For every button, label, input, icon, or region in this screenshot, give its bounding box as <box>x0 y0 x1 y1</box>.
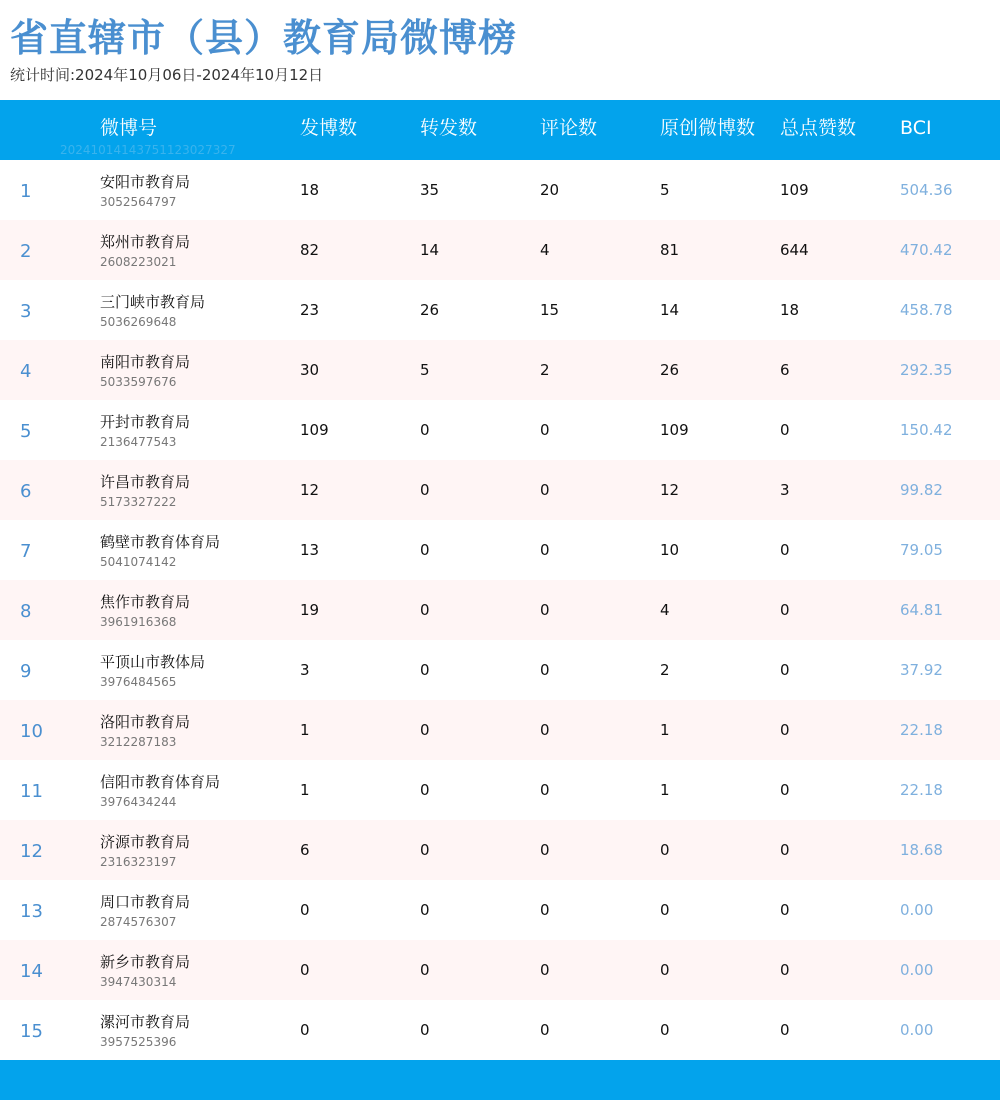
account-name: 平顶山市教体局 <box>100 653 206 671</box>
original-posts-count: 0 <box>660 901 670 919</box>
original-posts-count: 2 <box>660 661 670 679</box>
account-name: 漯河市教育局 <box>100 1013 191 1031</box>
original-posts-count: 0 <box>660 961 670 979</box>
rank-number: 1 <box>20 181 32 202</box>
bci-score: 0.00 <box>900 1021 934 1039</box>
account-id: 2316323197 <box>100 855 177 869</box>
rank-number: 8 <box>20 601 32 622</box>
original-posts-count: 81 <box>660 241 680 259</box>
comments-count: 0 <box>540 781 550 799</box>
posts-count: 18 <box>300 181 320 199</box>
table-row <box>0 160 1000 220</box>
rank-number: 3 <box>20 301 32 322</box>
account-id: 5173327222 <box>100 495 177 509</box>
likes-count: 0 <box>780 721 790 739</box>
original-posts-count: 0 <box>660 1021 670 1039</box>
rank-number: 12 <box>20 841 43 862</box>
posts-count: 82 <box>300 241 320 259</box>
reposts-count: 0 <box>420 961 430 979</box>
reposts-count: 0 <box>420 901 430 919</box>
original-posts-count: 1 <box>660 781 670 799</box>
account-id: 3976484565 <box>100 675 177 689</box>
table-row <box>0 400 1000 460</box>
posts-count: 1 <box>300 721 310 739</box>
likes-count: 0 <box>780 601 790 619</box>
comments-count: 0 <box>540 481 550 499</box>
reposts-count: 0 <box>420 481 430 499</box>
original-posts-count: 26 <box>660 361 680 379</box>
comments-count: 0 <box>540 721 550 739</box>
table-row <box>0 520 1000 580</box>
posts-count: 0 <box>300 961 310 979</box>
posts-count: 0 <box>300 1021 310 1039</box>
reposts-count: 26 <box>420 301 440 319</box>
bci-score: 64.81 <box>900 601 943 619</box>
rank-number: 6 <box>20 481 32 502</box>
account-name: 南阳市教育局 <box>100 353 191 371</box>
likes-count: 18 <box>780 301 800 319</box>
account-name: 济源市教育局 <box>100 833 191 851</box>
bci-score: 458.78 <box>900 301 953 319</box>
header-total-likes: 总点赞数 <box>780 117 857 139</box>
header-weibo-account: 微博号 <box>100 117 158 139</box>
likes-count: 644 <box>780 241 809 259</box>
account-name: 信阳市教育体育局 <box>100 773 221 791</box>
posts-count: 13 <box>300 541 320 559</box>
original-posts-count: 109 <box>660 421 689 439</box>
original-posts-count: 12 <box>660 481 680 499</box>
bci-score: 0.00 <box>900 961 934 979</box>
table-row <box>0 1000 1000 1060</box>
rank-number: 7 <box>20 541 32 562</box>
reposts-count: 5 <box>420 361 430 379</box>
original-posts-count: 4 <box>660 601 670 619</box>
ranking-table-body <box>0 160 1000 1060</box>
original-posts-count: 10 <box>660 541 680 559</box>
reposts-count: 0 <box>420 1021 430 1039</box>
comments-count: 4 <box>540 241 550 259</box>
bci-score: 150.42 <box>900 421 953 439</box>
account-name: 新乡市教育局 <box>100 953 191 971</box>
table-row <box>0 580 1000 640</box>
account-id: 3947430314 <box>100 975 177 989</box>
header-reposts: 转发数 <box>420 117 478 139</box>
rank-number: 14 <box>20 961 43 982</box>
likes-count: 0 <box>780 541 790 559</box>
comments-count: 0 <box>540 541 550 559</box>
header-comments: 评论数 <box>540 117 598 139</box>
account-name: 焦作市教育局 <box>100 593 191 611</box>
account-id: 5041074142 <box>100 555 177 569</box>
account-id: 3976434244 <box>100 795 177 809</box>
reposts-count: 35 <box>420 181 440 199</box>
posts-count: 12 <box>300 481 320 499</box>
table-row <box>0 700 1000 760</box>
account-id: 3961916368 <box>100 615 177 629</box>
reposts-count: 0 <box>420 601 430 619</box>
reposts-count: 0 <box>420 421 430 439</box>
reposts-count: 0 <box>420 721 430 739</box>
bci-score: 0.00 <box>900 901 934 919</box>
posts-count: 109 <box>300 421 329 439</box>
bci-score: 22.18 <box>900 781 943 799</box>
comments-count: 0 <box>540 421 550 439</box>
reposts-count: 0 <box>420 541 430 559</box>
rank-number: 10 <box>20 721 43 742</box>
bci-score: 292.35 <box>900 361 953 379</box>
original-posts-count: 5 <box>660 181 670 199</box>
bci-score: 504.36 <box>900 181 953 199</box>
account-name: 安阳市教育局 <box>100 173 191 191</box>
likes-count: 0 <box>780 421 790 439</box>
comments-count: 0 <box>540 601 550 619</box>
table-row <box>0 820 1000 880</box>
account-name: 三门峡市教育局 <box>100 293 206 311</box>
bci-score: 22.18 <box>900 721 943 739</box>
footer-bar <box>0 1060 1000 1100</box>
table-row <box>0 220 1000 280</box>
original-posts-count: 14 <box>660 301 680 319</box>
comments-count: 0 <box>540 1021 550 1039</box>
header-posts: 发博数 <box>300 117 358 139</box>
page-title: 省直辖市（县）教育局微博榜 <box>10 16 518 60</box>
bci-score: 470.42 <box>900 241 953 259</box>
rank-number: 9 <box>20 661 32 682</box>
account-id: 3957525396 <box>100 1035 177 1049</box>
posts-count: 1 <box>300 781 310 799</box>
account-id: 5036269648 <box>100 315 177 329</box>
table-row <box>0 460 1000 520</box>
rank-number: 2 <box>20 241 32 262</box>
table-header <box>0 100 1000 160</box>
account-name: 开封市教育局 <box>100 413 191 431</box>
reposts-count: 0 <box>420 781 430 799</box>
account-name: 郑州市教育局 <box>100 233 191 251</box>
statistics-period: 统计时间:2024年10月06日-2024年10月12日 <box>10 66 324 84</box>
likes-count: 0 <box>780 901 790 919</box>
posts-count: 23 <box>300 301 320 319</box>
table-row <box>0 280 1000 340</box>
rank-number: 11 <box>20 781 43 802</box>
table-row <box>0 340 1000 400</box>
comments-count: 0 <box>540 661 550 679</box>
likes-count: 0 <box>780 961 790 979</box>
bci-score: 37.92 <box>900 661 943 679</box>
posts-count: 6 <box>300 841 310 859</box>
posts-count: 30 <box>300 361 320 379</box>
comments-count: 0 <box>540 841 550 859</box>
bci-score: 99.82 <box>900 481 943 499</box>
reposts-count: 0 <box>420 841 430 859</box>
comments-count: 2 <box>540 361 550 379</box>
account-id: 2608223021 <box>100 255 177 269</box>
account-id: 5033597676 <box>100 375 177 389</box>
original-posts-count: 0 <box>660 841 670 859</box>
original-posts-count: 1 <box>660 721 670 739</box>
comments-count: 0 <box>540 961 550 979</box>
table-row <box>0 640 1000 700</box>
account-name: 洛阳市教育局 <box>100 713 191 731</box>
account-id: 3052564797 <box>100 195 177 209</box>
header-original-posts: 原创微博数 <box>660 117 756 139</box>
table-row <box>0 940 1000 1000</box>
rank-number: 13 <box>20 901 43 922</box>
account-name: 许昌市教育局 <box>100 473 191 491</box>
account-name: 鹤壁市教育体育局 <box>100 533 221 551</box>
comments-count: 15 <box>540 301 560 319</box>
posts-count: 3 <box>300 661 310 679</box>
header-bci: BCI <box>900 117 932 139</box>
comments-count: 20 <box>540 181 560 199</box>
likes-count: 0 <box>780 1021 790 1039</box>
likes-count: 0 <box>780 841 790 859</box>
account-name: 周口市教育局 <box>100 893 191 911</box>
rank-number: 4 <box>20 361 32 382</box>
rank-number: 5 <box>20 421 32 442</box>
posts-count: 0 <box>300 901 310 919</box>
likes-count: 109 <box>780 181 809 199</box>
account-id: 2136477543 <box>100 435 177 449</box>
bci-score: 79.05 <box>900 541 943 559</box>
likes-count: 3 <box>780 481 790 499</box>
reposts-count: 14 <box>420 241 440 259</box>
likes-count: 0 <box>780 661 790 679</box>
account-id: 2874576307 <box>100 915 177 929</box>
likes-count: 6 <box>780 361 790 379</box>
table-row <box>0 760 1000 820</box>
rank-number: 15 <box>20 1021 43 1042</box>
reposts-count: 0 <box>420 661 430 679</box>
comments-count: 0 <box>540 901 550 919</box>
posts-count: 19 <box>300 601 320 619</box>
account-id: 3212287183 <box>100 735 177 749</box>
bci-score: 18.68 <box>900 841 943 859</box>
likes-count: 0 <box>780 781 790 799</box>
table-row <box>0 880 1000 940</box>
header-watermark: 20241014143751123027327 <box>60 143 236 157</box>
